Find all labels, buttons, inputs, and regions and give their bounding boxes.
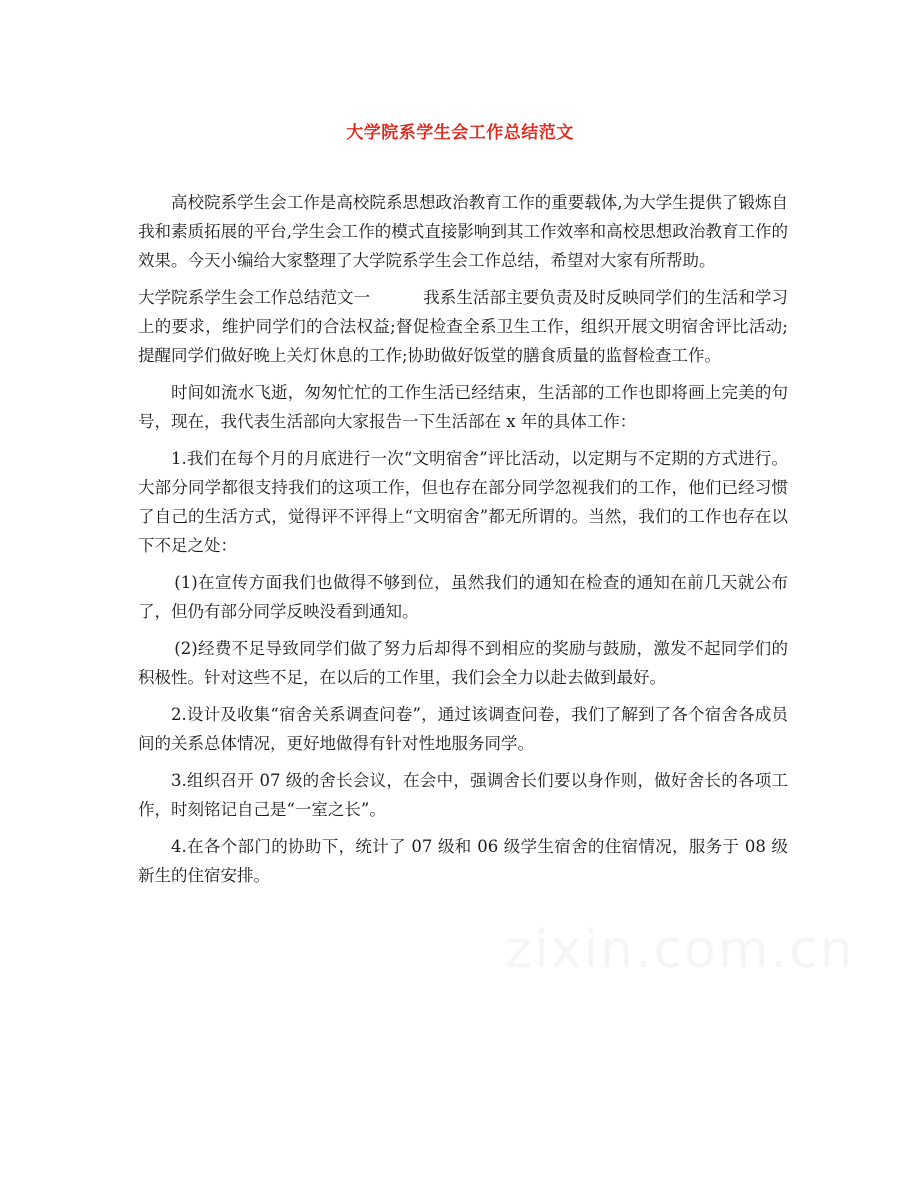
paragraph-summary-intro: 时间如流水飞逝，匆匆忙忙的工作生活已经结束，生活部的工作也即将画上完美的句号，现在，我代表生活部向大家报告一下生活部在 x 年的具体工作： — [138, 383, 788, 431]
section-heading: 大学院系学生会工作总结范文一 — [138, 288, 371, 307]
document-title: 大学院系学生会工作总结范文 — [346, 123, 574, 143]
watermark — [505, 920, 855, 980]
paragraph-intro: 高校院系学生会工作是高校院系思想政治教育工作的重要载体,为大学生提供了锻炼自我和素质拓展的平台,学生会工作的模式直接影响到其工作效率和高校思想政治教育工作的效果。今天小编给大家整理了大学院系学生会工作总结，希望对大家有所帮助。 — [138, 193, 788, 270]
paragraph-item-1: 1.我们在每个月的月底进行一次“文明宿舍”评比活动，以定期与不定期的方式进行。大部分同学都很支持我们的这项工作，但也存在部分同学忽视我们的工作，他们已经习惯了自己的生活方式，觉得评不评得上“文明宿舍”都无所谓的。当然，我们的工作也存在以下不足之处： — [138, 449, 788, 555]
paragraph-item-3: 3.组织召开 07 级的舍长会议，在会中，强调舍长们要以身作则，做好舍长的各项工作，时刻铭记自己是“一室之长”。 — [138, 771, 788, 819]
paragraph-item-2: 2.设计及收集“宿舍关系调查问卷”，通过该调查问卷，我们了解到了各个宿舍各成员间的关系总体情况，更好地做得有针对性地服务同学。 — [138, 705, 788, 753]
document-body — [138, 188, 788, 898]
paragraph-subitem-1: (1)在宣传方面我们也做得不够到位，虽然我们的通知在检查的通知在前几天就公布了，但仍有部分同学反映没看到通知。 — [138, 573, 788, 621]
paragraph-section-one — [138, 283, 788, 370]
paragraph-subitem-2: (2)经费不足导致同学们做了努力后却得不到相应的奖励与鼓励，激发不起同学们的积极性。针对这些不足，在以后的工作里，我们会全力以赴去做到最好。 — [138, 639, 788, 687]
section-body: 我系生活部主要负责及时反映同学们的生活和学习上的要求，维护同学们的合法权益;督促检查全系卫生工作，组织开展文明宿舍评比活动;提醒同学们做好晚上关灯休息的工作;协助做好饭堂的膳食质量的监督检查工作。 — [138, 288, 789, 365]
paragraph-item-4: 4.在各个部门的协助下，统计了 07 级和 06 级学生宿舍的住宿情况，服务于 08 级新生的住宿安排。 — [138, 837, 788, 885]
